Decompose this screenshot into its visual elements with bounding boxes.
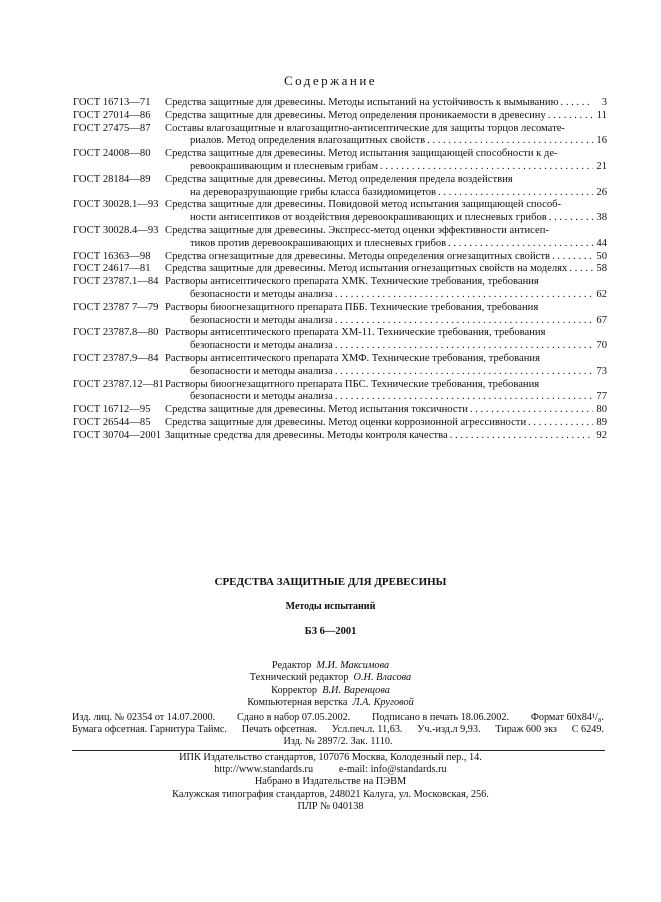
series-number: БЗ 6—2001 <box>304 626 357 637</box>
publisher-line: ПЛР № 040138 <box>297 800 364 812</box>
toc-entry-code: ГОСТ 23787.9—84 <box>73 352 159 364</box>
imprint-field: Подписано в печать 18.06.2002. <box>372 712 510 723</box>
toc-entry-code: ГОСТ 30028.4—93 <box>73 224 159 236</box>
toc-entry-last-line <box>73 315 607 328</box>
toc-heading: Содержание <box>283 73 378 88</box>
toc-entry-page: 3 <box>601 97 607 108</box>
toc-entry-page: 26 <box>596 186 607 198</box>
toc-entry-page: 11 <box>596 109 607 121</box>
imprint-row-2 <box>72 724 604 736</box>
imprint-row-1 <box>72 712 604 724</box>
credit-line <box>0 660 661 671</box>
toc-entry <box>73 276 607 302</box>
toc-entry-code: ГОСТ 23787.12—81 <box>73 378 164 390</box>
dot-leader <box>427 135 593 148</box>
toc-entry-last-line <box>73 251 607 264</box>
toc-entry-page: 89 <box>596 416 607 428</box>
toc-entry-last-line <box>73 97 607 110</box>
toc-entry-title-line: Средства защитные для древесины. Повидовой метод испытания защищающей способ- <box>165 199 562 211</box>
toc-entry <box>73 263 607 276</box>
toc-entry-last-line <box>73 238 607 251</box>
divider <box>72 750 605 751</box>
publisher-line: Калужская типография стандартов, 248021 Калуга, ул. Московская, 256. <box>172 788 489 800</box>
toc-entry-title-line: Составы влагозащитные и влагозащитно-антисептические для защиты торцов лесомате- <box>165 122 565 134</box>
toc-entry-last-line <box>73 391 607 404</box>
toc-entry-page: 58 <box>596 263 607 275</box>
toc-entry-code: ГОСТ 23787.8—80 <box>73 327 159 339</box>
table-of-contents <box>73 97 607 443</box>
toc-entry-last-line <box>73 417 607 430</box>
toc-entry <box>73 97 607 110</box>
dot-leader <box>548 110 593 123</box>
book-title: СРЕДСТВА ЗАЩИТНЫЕ ДЛЯ ДРЕВЕСИНЫ <box>214 576 447 588</box>
imprint-field: Печать офсетная. <box>241 724 317 735</box>
toc-entry <box>73 199 607 225</box>
toc-entry-title: Средства защитные для древесины. Метод испытания токсичности <box>165 404 468 416</box>
toc-entry-title-line: Растворы антисептического препарата ХМК. Технические требования, требования <box>165 276 539 288</box>
toc-entry-title: безопасности и методы анализа <box>190 365 333 377</box>
toc-entry-title: безопасности и методы анализа <box>190 340 333 352</box>
toc-entry-title: безопасности и методы анализа <box>190 391 333 403</box>
toc-entry-title: Средства защитные для древесины. Методы испытаний на устойчивость к вымыванию <box>165 97 559 108</box>
dot-leader <box>448 238 593 251</box>
dot-leader <box>438 187 593 200</box>
toc-entry-title: риалов. Метод определения влагозащитных свойств <box>190 135 426 147</box>
dot-leader <box>335 340 593 353</box>
toc-entry-title-line: Средства защитные для древесины. Экспресс-метод оценки эффективности антисеп- <box>165 224 549 236</box>
toc-entry-code: ГОСТ 24008—80 <box>73 148 151 160</box>
toc-entry <box>73 430 607 443</box>
toc-entry-page: 16 <box>596 135 607 147</box>
toc-entry <box>73 225 607 251</box>
publisher-line: ИПК Издательство стандартов, 107076 Москва, Колодезный пер., 14. <box>179 752 482 763</box>
credit-name: О.Н. Власова <box>353 672 412 684</box>
credit-role: Технический редактор <box>249 672 349 684</box>
imprint-field: Формат 60х84¹/₈. <box>530 712 604 723</box>
toc-entry-code: ГОСТ 23787 7—79 <box>73 301 159 313</box>
toc-entry-code: ГОСТ 27475—87 <box>73 122 151 134</box>
toc-entry <box>73 327 607 353</box>
credit-line <box>0 697 661 708</box>
toc-entry-page: 77 <box>596 391 607 403</box>
credit-line <box>0 685 661 696</box>
toc-entry-page: 73 <box>596 365 607 377</box>
dot-leader <box>380 161 593 174</box>
toc-entry <box>73 174 607 200</box>
toc-entry <box>73 148 607 174</box>
toc-entry-title: ревоокрашивающим и плесневым грибам <box>190 160 379 172</box>
dot-leader <box>470 404 593 417</box>
toc-entry-page: 21 <box>596 160 607 172</box>
order-number: Изд. № 2897/2. Зак. 1110. <box>283 736 393 747</box>
credit-role: Компьютерная верстка <box>247 696 348 708</box>
toc-entry-title: Средства защитные для древесины. Метод определения проникаемости в древесину <box>165 109 546 121</box>
dot-leader <box>552 251 593 264</box>
toc-entry-code: ГОСТ 30028.1—93 <box>73 199 159 211</box>
toc-entry-title-line: Средства защитные для древесины. Метод испытания защищающей способности к де- <box>165 148 558 160</box>
toc-entry-last-line <box>73 366 607 379</box>
toc-entry-code: ГОСТ 27014—86 <box>73 109 151 121</box>
dot-leader <box>450 430 593 443</box>
toc-entry-last-line <box>73 404 607 417</box>
toc-entry-title-line: Растворы биоогнезащитного препарата ПБС. Технические требования, требования <box>165 378 540 390</box>
toc-entry-last-line <box>73 135 607 148</box>
imprint-field: Сдано в набор 07.05.2002. <box>236 712 351 723</box>
imprint-field: Уч.-изд.л 9,93. <box>417 724 481 735</box>
toc-entry-page: 50 <box>596 250 607 262</box>
toc-entry-title-line: Растворы биоогнезащитного препарата ПББ. Технические требования, требования <box>165 301 539 313</box>
toc-entry-code: ГОСТ 16363—98 <box>73 250 151 262</box>
toc-entry-page: 80 <box>596 404 607 416</box>
toc-entry-page: 92 <box>596 429 607 441</box>
imprint-field: С 6249. <box>571 724 604 735</box>
toc-entry-code: ГОСТ 28184—89 <box>73 173 151 185</box>
toc-entry-title: Средства защитные для древесины. Метод испытания огнезащитных свойств на моделях <box>165 263 568 275</box>
toc-entry <box>73 404 607 417</box>
toc-entry-title-line: Растворы антисептического препарата ХМ-11. Технические требования, требования <box>165 327 546 339</box>
toc-entry-code: ГОСТ 16713—71 <box>73 97 151 108</box>
toc-entry <box>73 123 607 149</box>
toc-entry-code: ГОСТ 16712—95 <box>73 404 151 416</box>
toc-entry-page: 44 <box>596 237 607 249</box>
toc-entry-last-line <box>73 340 607 353</box>
toc-entry-code: ГОСТ 30704—2001 <box>73 429 162 441</box>
credit-role: Редактор <box>271 660 312 671</box>
toc-entry-title-line: Средства защитные для древесины. Метод определения предела воздействия <box>165 173 513 185</box>
toc-entry-title: тиков против деревоокрашивающих и плесневых грибов <box>190 237 447 249</box>
dot-leader <box>569 263 593 276</box>
toc-entry <box>73 110 607 123</box>
toc-entry-page: 62 <box>596 288 607 300</box>
toc-entry-page: 67 <box>596 314 607 326</box>
toc-entry-title: безопасности и методы анализа <box>190 314 333 326</box>
credit-name: В.И. Варенцова <box>322 684 390 696</box>
imprint <box>72 712 604 748</box>
dot-leader <box>335 366 593 379</box>
toc-entry <box>73 379 607 405</box>
toc-entry <box>73 353 607 379</box>
toc-entry-page: 70 <box>596 340 607 352</box>
toc-entry-title: на дереворазрушающие грибы класса базидиомицетов <box>190 186 437 198</box>
toc-entry-last-line <box>73 110 607 123</box>
imprint-field: Тираж 600 экз <box>495 724 557 735</box>
imprint-field: Бумага офсетная. Гарнитура Таймс. <box>72 724 227 735</box>
dot-leader <box>528 417 593 430</box>
publisher-line: Набрано в Издательстве на ПЭВМ <box>254 776 407 788</box>
imprint-row-3 <box>72 736 604 748</box>
credit-role: Корректор <box>271 684 318 696</box>
publisher-line: http://www.standards.ru e-mail: info@standards.ru <box>214 764 447 776</box>
imprint-field: Усл.печ.л. 11,63. <box>331 724 403 735</box>
toc-entry <box>73 251 607 264</box>
toc-entry-title: ности антисептиков от воздействия деревоокрашивающих и плесневых грибов <box>190 212 547 224</box>
toc-entry <box>73 417 607 430</box>
toc-entry-last-line <box>73 263 607 276</box>
toc-entry <box>73 302 607 328</box>
toc-entry-code: ГОСТ 24617—81 <box>73 263 151 275</box>
toc-entry-last-line <box>73 289 607 302</box>
dot-leader <box>335 391 593 404</box>
dot-leader <box>561 97 593 110</box>
toc-entry-title: безопасности и методы анализа <box>190 288 333 300</box>
credit-name: Л.А. Круговой <box>352 696 414 708</box>
credit-name: М.И. Максимова <box>316 660 390 671</box>
dot-leader <box>335 289 593 302</box>
toc-entry-title: Защитные средства для древесины. Методы контроля качества <box>165 429 448 441</box>
toc-entry-last-line <box>73 212 607 225</box>
toc-entry-code: ГОСТ 26544—85 <box>73 416 151 428</box>
credit-line <box>0 672 661 683</box>
book-subtitle: Методы испытаний <box>285 601 376 612</box>
toc-entry-page: 38 <box>596 212 607 224</box>
toc-entry-last-line <box>73 187 607 200</box>
toc-entry-title: Средства защитные для древесины. Метод оценки коррозионной агрессивности <box>165 416 527 428</box>
toc-entry-code: ГОСТ 23787.1—84 <box>73 276 159 288</box>
toc-entry-title-line: Растворы антисептического препарата ХМФ. Технические требования, требования <box>165 352 540 364</box>
toc-entry-title: Средства огнезащитные для древесины. Методы определения огнезащитных свойств <box>165 250 550 262</box>
toc-entry-last-line <box>73 161 607 174</box>
imprint-field: Изд. лиц. № 02354 от 14.07.2000. <box>72 712 216 723</box>
dot-leader <box>549 212 593 225</box>
dot-leader <box>335 315 593 328</box>
